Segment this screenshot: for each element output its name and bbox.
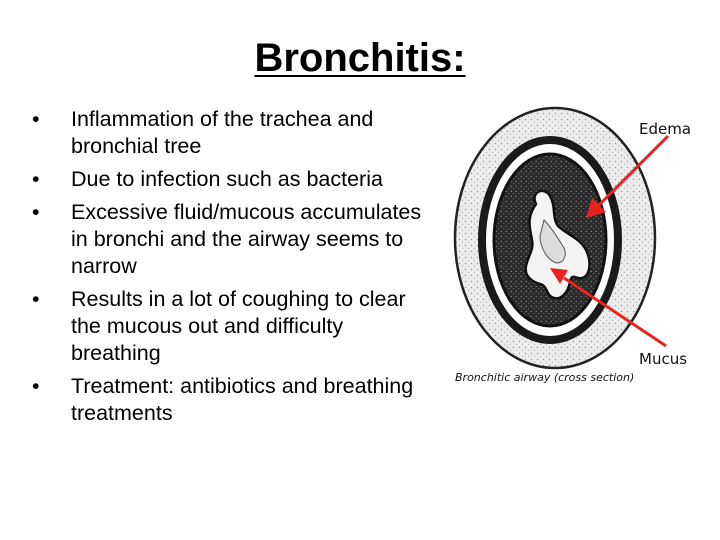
bullet-item bbox=[32, 373, 422, 427]
bullet-text: Due to infection such as bacteria bbox=[71, 167, 383, 191]
bullet-glyph: • bbox=[32, 374, 40, 398]
slide-title: Bronchitis: bbox=[254, 36, 466, 80]
bullet-text: Excessive fluid/mucous accumulates in bronchi and the airway seems to narrow bbox=[71, 200, 422, 278]
bullet-item bbox=[32, 166, 422, 193]
bullet-item bbox=[32, 106, 422, 160]
bullet-text: Inflammation of the trachea and bronchial tree bbox=[71, 107, 374, 158]
edema-label: Edema bbox=[639, 120, 692, 138]
bullet-item bbox=[32, 286, 422, 367]
bullet-glyph: • bbox=[32, 167, 40, 191]
bullet-list bbox=[32, 106, 422, 433]
bullet-item bbox=[32, 199, 422, 280]
bullet-glyph: • bbox=[32, 107, 40, 131]
bullet-glyph: • bbox=[32, 287, 40, 311]
airway-figure bbox=[440, 100, 720, 400]
bullet-glyph: • bbox=[32, 200, 40, 224]
figure-caption: Bronchitic airway (cross section) bbox=[455, 371, 635, 384]
bullet-text: Results in a lot of coughing to clear the mucous out and difficulty breathing bbox=[71, 287, 406, 365]
bullet-text: Treatment: antibiotics and breathing treatments bbox=[71, 374, 414, 425]
mucus-label: Mucus bbox=[639, 350, 688, 368]
